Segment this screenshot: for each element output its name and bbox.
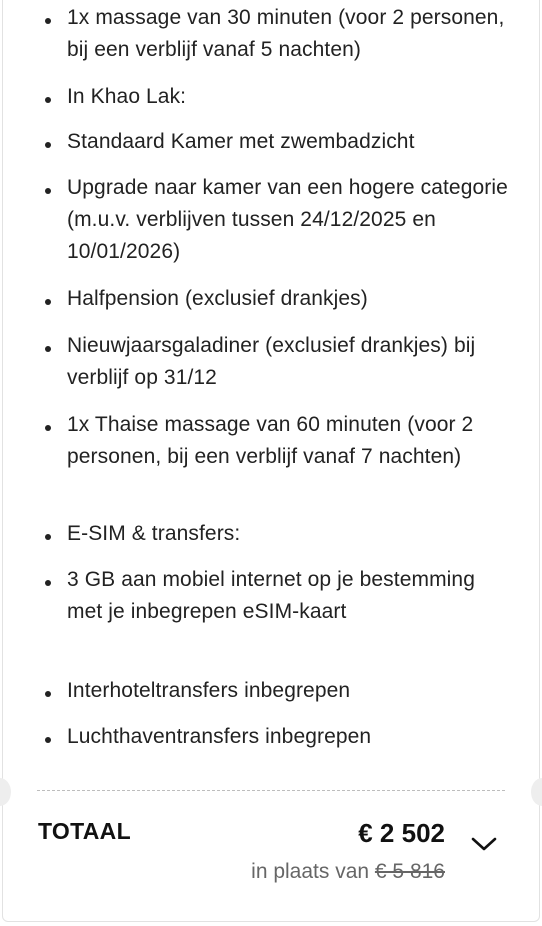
bullet — [45, 97, 51, 103]
bullet — [45, 737, 51, 743]
list-item-text: Nieuwjaarsgaladiner (exclusief drankjes) bij verblijf op 31/12 — [67, 334, 476, 389]
chevron-down-icon[interactable] — [470, 834, 498, 854]
bullet — [45, 425, 51, 431]
list-item-text: In Khao Lak: — [67, 85, 187, 108]
list-item-text: 1x Thaise massage van 60 minuten (voor 2 personen, bij een verblijf vanaf 7 nachten) — [67, 413, 474, 468]
list-item-text: E-SIM & transfers: — [67, 522, 241, 545]
list-item-text: 3 GB aan mobiel internet op je bestemming met je inbegrepen eSIM-kaart — [67, 568, 475, 623]
list-item-text: Halfpension (exclusief drankjes) — [67, 287, 368, 310]
bullet — [45, 299, 51, 305]
list-item-text: Luchthaventransfers inbegrepen — [67, 725, 372, 748]
list-item-text: 1x massage van 30 minuten (voor 2 personen, bij een verblijf vanaf 5 nachten) — [67, 6, 505, 61]
bullet — [45, 188, 51, 194]
total-label: TOTAAL — [38, 818, 131, 844]
bullet — [45, 142, 51, 148]
bullet — [45, 580, 51, 586]
dashed-divider — [37, 790, 505, 791]
list-item-text: Interhoteltransfers inbegrepen — [67, 679, 351, 702]
bullet — [45, 534, 51, 540]
total-price: € 2 502 — [358, 818, 445, 848]
bullet — [45, 691, 51, 697]
list-item-text: Upgrade naar kamer van een hogere categorie (m.u.v. verblijven tussen 24/12/2025 en 10/01/2026) — [67, 176, 508, 263]
original-price-line — [251, 860, 445, 884]
bullet — [45, 346, 51, 352]
list-item-text: Standaard Kamer met zwembadzicht — [67, 130, 415, 153]
instead-of-label: in plaats van — [251, 860, 370, 883]
old-price: € 5 816 — [374, 860, 445, 883]
bullet — [45, 18, 51, 24]
